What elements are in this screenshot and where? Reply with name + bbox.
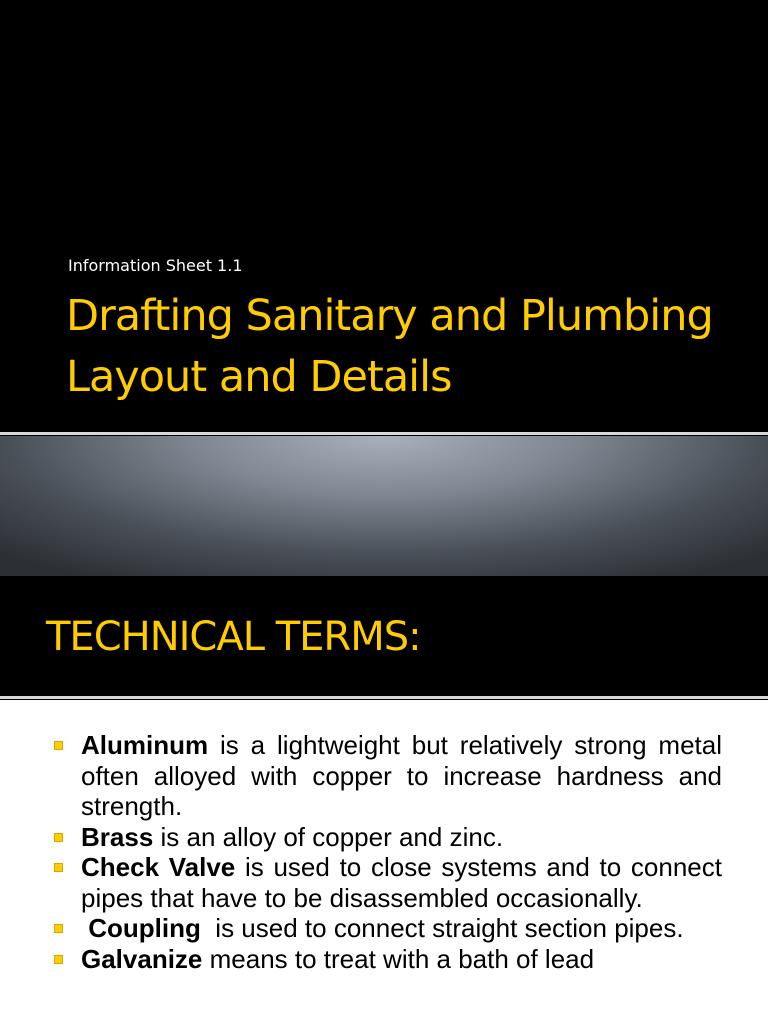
term-definition: is used to connect straight section pipes. — [200, 913, 684, 943]
gradient-band — [0, 436, 768, 576]
square-bullet-icon — [54, 833, 63, 842]
header-divider — [0, 696, 768, 699]
term-definition: means to treat with a bath of lead — [202, 943, 595, 974]
slide-subtitle: Information Sheet 1.1 — [68, 256, 243, 275]
term-definition: is a lightweight but relatively strong metal often alloyed with copper to increase hardness and strength. — [81, 730, 722, 821]
term-name: Galvanize — [81, 943, 203, 974]
square-bullet-icon — [54, 924, 63, 933]
title-slide — [0, 0, 768, 432]
list-item — [50, 730, 722, 822]
terms-list — [50, 730, 722, 974]
square-bullet-icon — [54, 863, 63, 872]
term-name: Check Valve — [81, 852, 236, 882]
square-bullet-icon — [54, 741, 63, 750]
square-bullet-icon — [54, 955, 63, 964]
terms-heading: TECHNICAL TERMS: — [46, 614, 421, 660]
term-name: Brass — [81, 821, 154, 852]
term-definition: is an alloy of copper and zinc. — [153, 821, 504, 852]
slide-title: Drafting Sanitary and Plumbing Layout and Details — [66, 291, 713, 402]
list-item — [50, 822, 722, 853]
term-name: Aluminum — [81, 730, 209, 760]
list-item — [50, 944, 722, 975]
term-name: Coupling — [81, 913, 201, 943]
term-definition: is used to close systems and to connect pipes that have to be disassembled occasionally. — [81, 852, 722, 913]
slide-divider — [0, 432, 768, 435]
list-item — [50, 852, 722, 913]
list-item — [50, 913, 722, 944]
